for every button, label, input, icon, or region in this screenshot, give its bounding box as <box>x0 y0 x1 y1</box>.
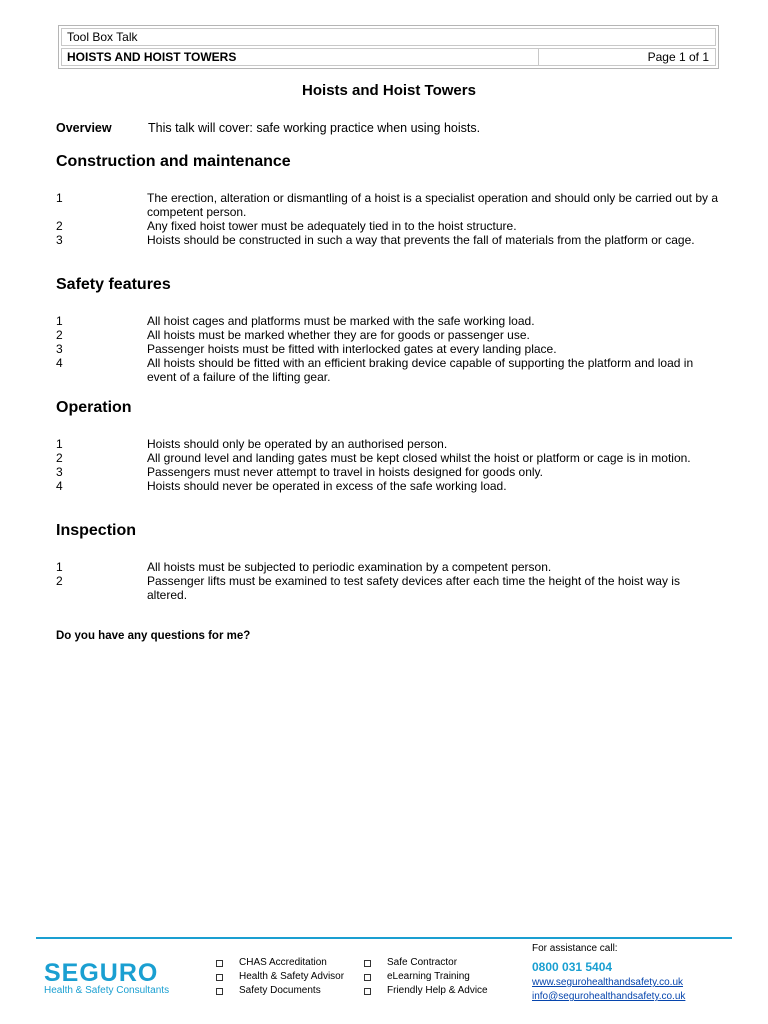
item-text: All hoists must be marked whether they are for goods or passenger use. <box>147 328 530 342</box>
page-number: Page 1 of 1 <box>538 49 715 65</box>
list-item <box>56 479 721 493</box>
item-number: 3 <box>56 465 63 479</box>
checkbox-icon <box>364 988 371 995</box>
item-text: Hoists should be constructed in such a way that prevents the fall of materials from the platform or cage. <box>147 233 695 247</box>
list-item <box>56 560 721 574</box>
seguro-logo <box>44 960 169 996</box>
email-link[interactable]: info@segurohealthandsafety.co.uk <box>532 991 686 1002</box>
overview <box>56 121 480 135</box>
item-text: All hoists should be fitted with an efficient braking device capable of supporting the platform and load in event of a failure of the lifting gear. <box>147 356 694 384</box>
contact-block <box>532 942 685 1004</box>
assist-label: For assistance call: <box>532 943 618 954</box>
phone-number[interactable]: 0800 031 5404 <box>532 960 613 974</box>
service-label: eLearning Training <box>387 971 470 982</box>
checkbox-icon <box>364 960 371 967</box>
service-label: Health & Safety Advisor <box>239 971 345 982</box>
service-item <box>364 956 488 970</box>
item-number: 2 <box>56 574 63 588</box>
service-item <box>364 984 488 998</box>
item-text: Passengers must never attempt to travel in hoists designed for goods only. <box>147 465 543 479</box>
service-item <box>216 956 344 970</box>
item-text: All ground level and landing gates must be kept closed whilst the hoist or platform or cage is in motion. <box>147 451 691 465</box>
item-number: 2 <box>56 328 63 342</box>
item-number: 1 <box>56 560 63 574</box>
overview-label: Overview <box>56 121 112 135</box>
section-heading-operation: Operation <box>56 399 132 416</box>
service-item <box>364 970 488 984</box>
item-text: Hoists should only be operated by an authorised person. <box>147 437 448 451</box>
list-item <box>56 191 721 219</box>
service-item <box>216 970 344 984</box>
page-title: Hoists and Hoist Towers <box>302 82 476 99</box>
list-item <box>56 465 721 479</box>
checkbox-icon <box>216 960 223 967</box>
list-operation <box>56 437 721 493</box>
closing-question: Do you have any questions for me? <box>56 630 251 642</box>
list-item <box>56 219 721 233</box>
services-list-1 <box>216 956 344 998</box>
item-text: The erection, alteration or dismantling of a hoist is a specialist operation and should only be carried out by a competent person. <box>147 191 718 219</box>
header-row-type <box>61 28 716 46</box>
item-number: 4 <box>56 479 63 493</box>
list-item <box>56 356 721 384</box>
item-number: 3 <box>56 342 63 356</box>
checkbox-icon <box>364 974 371 981</box>
list-inspection <box>56 560 721 602</box>
item-text: All hoists must be subjected to periodic examination by a competent person. <box>147 560 552 574</box>
item-text: Passenger lifts must be examined to test safety devices after each time the height of the hoist way is altered. <box>147 574 680 602</box>
list-safety-features <box>56 314 721 384</box>
header-row-title <box>61 48 716 66</box>
list-item <box>56 328 721 342</box>
service-item <box>216 984 344 998</box>
item-text: Passenger hoists must be fitted with interlocked gates at every landing place. <box>147 342 557 356</box>
service-label: Friendly Help & Advice <box>387 985 488 996</box>
list-item <box>56 314 721 328</box>
service-label: CHAS Accreditation <box>239 957 327 968</box>
checkbox-icon <box>216 974 223 981</box>
footer-divider <box>36 937 732 939</box>
website-link[interactable]: www.segurohealthandsafety.co.uk <box>532 977 684 988</box>
section-heading-construction: Construction and maintenance <box>56 153 291 170</box>
service-label: Safety Documents <box>239 985 321 996</box>
item-number: 1 <box>56 314 63 328</box>
overview-text: This talk will cover: safe working practice when using hoists. <box>148 121 481 135</box>
list-item <box>56 233 721 247</box>
list-item <box>56 451 721 465</box>
service-label: Safe Contractor <box>387 957 458 968</box>
header-title: HOISTS AND HOIST TOWERS <box>67 50 237 64</box>
checkbox-icon <box>216 988 223 995</box>
services-list-2 <box>364 956 488 998</box>
item-number: 2 <box>56 451 63 465</box>
section-heading-safety-features: Safety features <box>56 276 171 293</box>
list-item <box>56 342 721 356</box>
logo-tagline: Health & Safety Consultants <box>44 985 170 996</box>
logo-brand: SEGURO <box>44 959 159 987</box>
item-number: 4 <box>56 356 63 370</box>
item-number: 3 <box>56 233 63 247</box>
header-table <box>58 25 719 69</box>
list-construction <box>56 191 721 247</box>
list-item <box>56 574 721 602</box>
list-item <box>56 437 721 451</box>
item-text: Any fixed hoist tower must be adequately tied in to the hoist structure. <box>147 219 517 233</box>
document-type-label: Tool Box Talk <box>67 30 138 44</box>
item-text: All hoist cages and platforms must be marked with the safe working load. <box>147 314 535 328</box>
item-number: 2 <box>56 219 63 233</box>
section-heading-inspection: Inspection <box>56 522 137 539</box>
item-number: 1 <box>56 437 63 451</box>
item-number: 1 <box>56 191 63 205</box>
item-text: Hoists should never be operated in excess of the safe working load. <box>147 479 507 493</box>
